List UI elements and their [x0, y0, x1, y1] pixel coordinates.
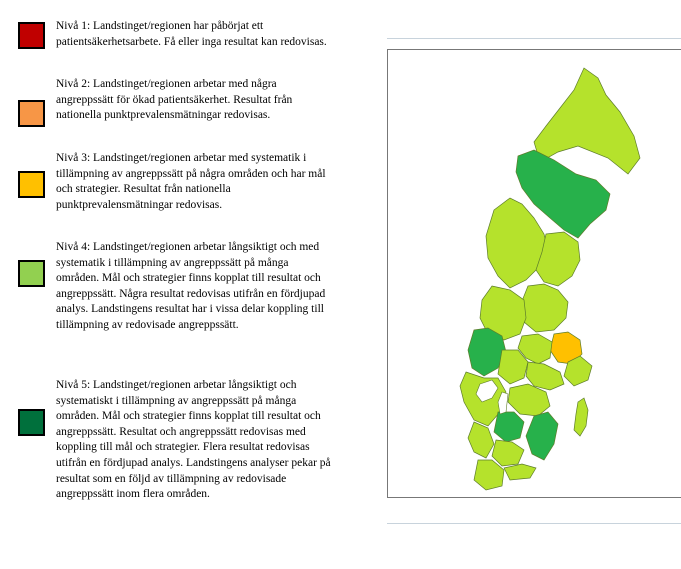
region-blekinge [504, 464, 536, 480]
level-2-swatch [18, 100, 45, 127]
region-ostergotland [508, 384, 550, 416]
level-3-text: Nivå 3: Landstinget/regionen arbetar med systematik i tillämpning av angreppssätt på några områden och har mål och strategier. Resultat från nationella punktprevalensmätningar redovisas. [56, 152, 326, 211]
top-rule [387, 38, 681, 39]
level-5-swatch [18, 409, 45, 436]
region-halland [468, 422, 494, 458]
level-1-swatch [18, 22, 45, 49]
region-skane [474, 460, 504, 490]
sweden-map [388, 50, 680, 496]
region-jonkoping [494, 412, 524, 442]
level-5-text: Nivå 5: Landstinget/regionen arbetar långsiktigt och systematiskt i tillämpning av angreppssätt på många områden. Mål och strategier finns kopplat till resultat och angreppssätt. Resultat och angreppssätt redovisas med koppling till mål och strategier. Flera resultat redovisas utifrån en fördjupad analys. Landstingens analyser pekar på resultat som en följd av tillämpning av redovisade angreppssätt inom flera områden. [56, 379, 331, 501]
region-kalmar [526, 412, 558, 460]
level-2-text: Nivå 2: Landstinget/regionen arbetar med några angreppssätt för ökad patientsäkerhet. Resultat från nationella punktprevalensmätningar redovisas. [56, 78, 293, 122]
level-4-swatch [18, 260, 45, 287]
level-3-swatch [18, 171, 45, 198]
bottom-rule [387, 523, 681, 524]
region-gotland [574, 398, 588, 436]
level-1-text: Nivå 1: Landstinget/regionen har påbörjat ett patientsäkerhetsarbete. Få eller inga resultat kan redovisas. [56, 20, 327, 48]
region-kronoberg [492, 440, 524, 466]
region-gavleborg [520, 284, 568, 332]
level-4-text: Nivå 4: Landstinget/regionen arbetar långsiktigt och med systematik i tillämpning av angreppssätt på många områden. Mål och strategier finns kopplat till resultat och angreppssätt. Några resultat redovisas utifrån en fördjupad analys. Landstingens resultat har i vissa delar koppling till tillämpning av redovisade angreppssätt. [56, 241, 326, 331]
